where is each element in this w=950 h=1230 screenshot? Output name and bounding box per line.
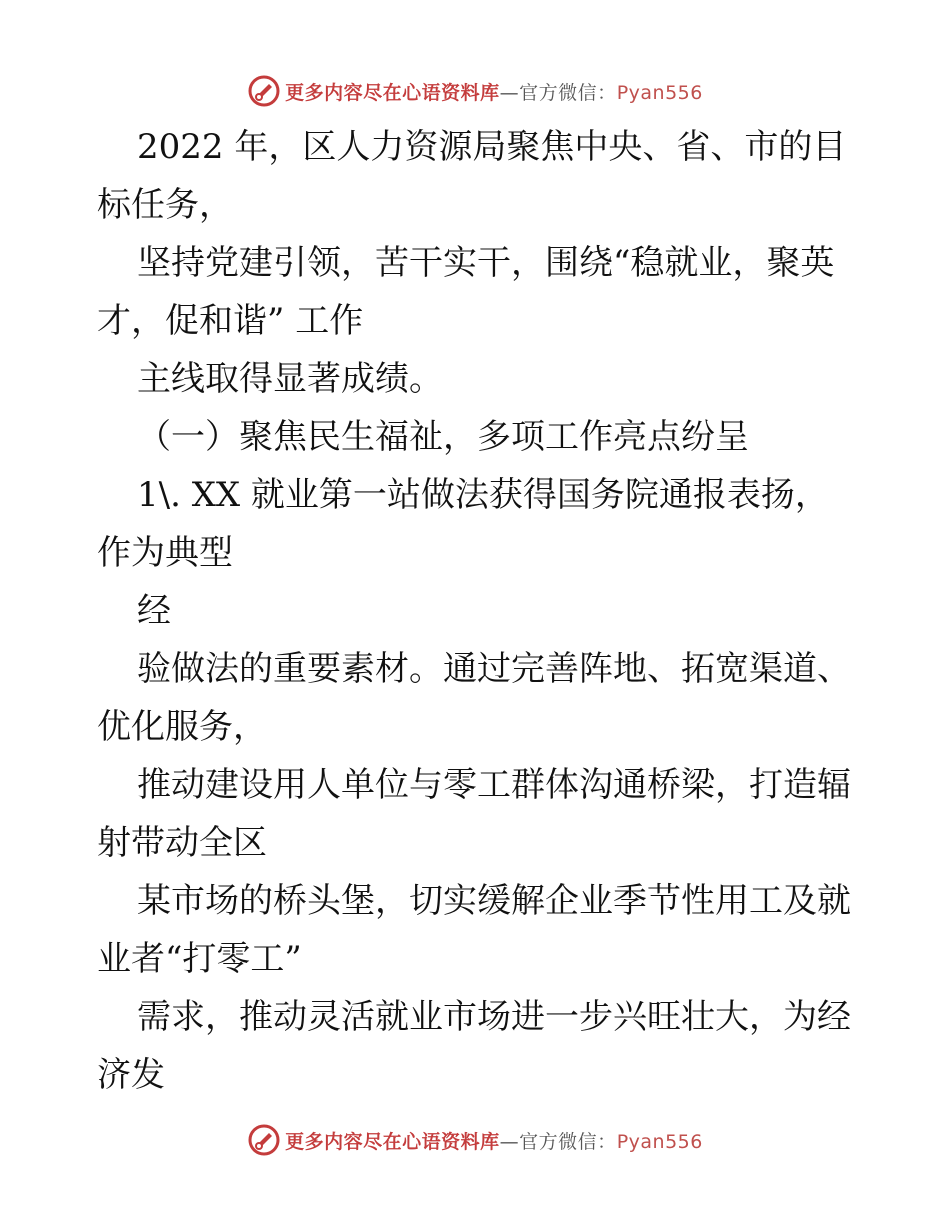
paragraph-line: 主线取得显著成绩。	[137, 359, 443, 399]
banner-main-text: 更多内容尽在心语资料库	[285, 81, 500, 104]
paragraph-line: 标任务，	[97, 185, 233, 225]
paragraph-line: 作为典型	[97, 533, 233, 573]
paragraph-line: 验做法的重要素材。通过完善阵地、拓宽渠道、	[137, 649, 851, 689]
paragraph-line: 优化服务，	[97, 707, 267, 747]
banner-main-text: 更多内容尽在心语资料库	[285, 1130, 500, 1153]
banner-wechat-label: 官方微信：	[519, 1130, 617, 1153]
paragraph-line: 才，促和谐” 工作	[97, 301, 364, 341]
section-heading: （一）聚焦民生福祉，多项工作亮点纷呈	[137, 417, 749, 457]
paragraph-line: 2022 年，区人力资源局聚焦中央、省、市的目	[137, 127, 847, 167]
banner-wechat-id: Pyan556	[616, 1130, 703, 1153]
paragraph-line: 某市场的桥头堡，切实缓解企业季节性用工及就	[137, 881, 851, 921]
paragraph-line: 业者“打零工”	[97, 939, 302, 979]
paragraph-line: 1\. XX 就业第一站做法获得国务院通报表扬，	[137, 475, 829, 515]
banner-text	[285, 78, 703, 105]
brand-logo-icon	[247, 1123, 281, 1157]
footer-banner	[0, 1120, 950, 1160]
paragraph-line: 射带动全区	[97, 823, 267, 863]
paragraph-line: 济发	[97, 1055, 165, 1095]
paragraph-line: 推动建设用人单位与零工群体沟通桥梁，打造辐	[137, 765, 851, 805]
banner-wechat-id: Pyan556	[616, 81, 703, 104]
header-banner	[0, 71, 950, 111]
brand-logo-icon	[247, 74, 281, 108]
banner-text	[285, 1127, 703, 1154]
paragraph-line: 经	[137, 591, 171, 631]
banner-dash: —	[499, 81, 520, 104]
document-body	[97, 118, 857, 1104]
banner-wechat-label: 官方微信：	[519, 81, 617, 104]
banner-dash: —	[499, 1130, 520, 1153]
paragraph-line: 需求，推动灵活就业市场进一步兴旺壮大，为经	[137, 997, 851, 1037]
paragraph-line: 坚持党建引领，苦干实干，围绕“稳就业，聚英	[137, 243, 835, 283]
